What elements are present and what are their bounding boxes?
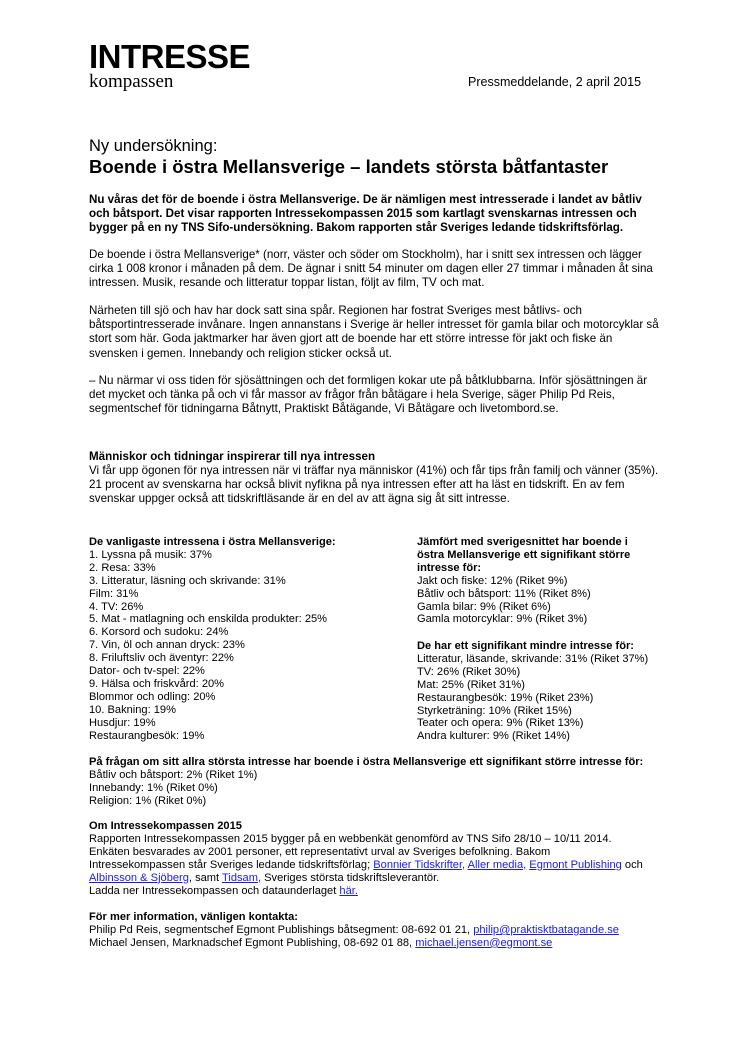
about-section: [89, 820, 643, 897]
greater-interest-title-line: Jämfört med sverigesnittet har boende i: [417, 536, 628, 548]
list-item: 8. Friluftsliv och äventyr: 22%: [89, 652, 234, 665]
biggest-interest-title: På frågan om sitt allra största intresse har boende i östra Mellansverige ett signifikant större intresse för:: [89, 756, 644, 768]
list-item: 10. Bakning: 19%: [89, 703, 176, 716]
lesser-interest-title: De har ett signifikant mindre intresse för:: [417, 640, 634, 652]
list-item: 9. Hälsa och friskvård: 20%: [89, 677, 225, 690]
greater-interest-list: [417, 536, 630, 626]
list-item: TV: 26% (Riket 30%): [417, 665, 521, 678]
about-text: och: [621, 858, 643, 871]
link-download-here[interactable]: här.: [339, 884, 358, 897]
about-text: Intressekompassen står Sveriges ledande tidskriftsförlag;: [89, 858, 374, 871]
lead-paragraph: Nu våras det för de boende i östra Mellansverige. De är nämligen mest intresserade i landet av båtliv och båtsport. Det visar rapporten Intressekompassen 2015 som kartlagt svenskarnas intressen och bygger på en ny TNS Sifo-undersökning. Bakom rapporten står Sveriges ledande tidskriftsförlag.: [89, 193, 642, 235]
lesser-interest-list: [417, 640, 648, 743]
intressekompassen-logo: [89, 38, 251, 92]
list-item: Teater och opera: 9% (Riket 13%): [417, 717, 584, 730]
contact-title: För mer information, vänligen kontakta:: [89, 911, 298, 923]
email-link-michael[interactable]: michael.jensen@egmont.se: [415, 936, 553, 949]
list-item: Båtliv och båtsport: 11% (Riket 8%): [417, 587, 591, 600]
list-item: Gamla motorcyklar: 9% (Riket 3%): [417, 613, 588, 626]
list-item: 4. TV: 26%: [89, 600, 144, 613]
link-egmont-publishing[interactable]: Egmont Publishing: [529, 858, 622, 871]
about-text: Sveriges största tidskriftsleverantör.: [261, 871, 440, 884]
paragraph-3: – Nu närmar vi oss tiden för sjösättningen och det formligen kokar ute på båtklubbarna. Inför sjösättningen är det mycket och tänka på och vi får massor av frågor från båtägare i hela Sverige, säger Philip Pd Reis, segmentschef för tidningarna Båtnytt, Praktiskt Båtägande, Vi Båtägare och livetombord.se.: [89, 374, 648, 416]
about-line: [89, 885, 643, 898]
list-item: Husdjur: 19%: [89, 716, 156, 729]
list-item: 6. Korsord och sudoku: 24%: [89, 626, 229, 639]
list-item: 1. Lyssna på musik: 37%: [89, 548, 212, 561]
top-interests-title: De vanligaste intressena i östra Mellansverige:: [89, 536, 336, 548]
list-item: Religion: 1% (Riket 0%): [89, 794, 207, 807]
link-aller-media[interactable]: Aller media,: [467, 858, 527, 871]
list-item: 2. Resa: 33%: [89, 561, 156, 574]
greater-interest-title-line: östra Mellansverige ett signifikant större: [417, 548, 631, 561]
contact-section: [89, 911, 619, 950]
logo-bottom-text: kompassen: [89, 71, 174, 92]
logo-top-text: INTRESSE: [89, 38, 251, 75]
greater-interest-title-line: intresse för:: [417, 561, 482, 574]
list-item: 7. Vin, öl och annan dryck: 23%: [89, 639, 245, 652]
list-item: 5. Mat - matlagning och enskilda produkter: 25%: [89, 613, 328, 626]
list-item: Restaurangbesök: 19%: [89, 729, 205, 742]
list-item: Dator- och tv-spel: 22%: [89, 665, 205, 678]
list-item: Blommor och odling: 20%: [89, 690, 216, 703]
about-line: Rapporten Intressekompassen 2015 bygger på en webbenkät genomförd av TNS Sifo 28/10 – 10/11 2014.: [89, 832, 612, 845]
about-text: Ladda ner Intressekompassen och dataunderlaget: [89, 884, 340, 897]
list-item: 3. Litteratur, läsning och skrivande: 31%: [89, 574, 286, 587]
list-item: Film: 31%: [89, 587, 139, 600]
list-item: Innebandy: 1% (Riket 0%): [89, 781, 218, 794]
about-text: , samt: [188, 871, 222, 884]
kicker: Ny undersökning:: [89, 137, 218, 155]
top-interests-list: [89, 536, 336, 743]
about-line: [89, 872, 643, 885]
about-line: Enkäten besvarades av 2001 personer, ett representativt urval av Sveriges befolkning. Bakom: [89, 845, 551, 858]
link-albinsson-sjoberg[interactable]: Albinsson & Sjöberg: [89, 871, 189, 884]
link-tidsam[interactable]: Tidsam,: [222, 871, 262, 884]
list-item: Restaurangbesök: 19% (Riket 23%): [417, 691, 594, 704]
list-item: Litteratur, läsande, skrivande: 31% (Riket 37%): [417, 652, 649, 665]
contact-text: Philip Pd Reis, segmentschef Egmont Publishings båtsegment: 08-692 01 21,: [89, 923, 474, 936]
about-line: [89, 859, 643, 872]
subhead-people-magazines: Människor och tidningar inspirerar till nya intressen: [89, 450, 376, 463]
list-item: Mat: 25% (Riket 31%): [417, 678, 525, 691]
headline: Boende i östra Mellansverige – landets största båtfantaster: [89, 156, 609, 177]
list-item: Gamla bilar: 9% (Riket 6%): [417, 600, 551, 613]
paragraph-4: Vi får upp ögonen för nya intressen när vi träffar nya människor (41%) och får tips från familj och vänner (35%). 21 procent av svenskarna har också blivit nyfikna på nya intressen efter att ha läst en tidskrift. En av fem svenskar uppger också att tidskriftläsande är en del av att ägna sig åt sitt intresse.: [89, 464, 659, 506]
biggest-interest-section: [89, 756, 643, 808]
paragraph-1: De boende i östra Mellansverige* (norr, väster och söder om Stockholm), har i snitt sex intressen och lägger cirka 1 008 kronor i månaden på dem. De ägnar i snitt 54 minuter om dagen eller 27 timmar i månaden åt sina intressen. Musik, resande och litteratur toppar listan, följt av film, TV och mat.: [89, 248, 653, 290]
about-title: Om Intressekompassen 2015: [89, 820, 242, 832]
list-item: Båtliv och båtsport: 2% (Riket 1%): [89, 768, 258, 781]
list-item: Jakt och fiske: 12% (Riket 9%): [417, 574, 568, 587]
press-release-date: Pressmeddelande, 2 april 2015: [468, 75, 642, 89]
paragraph-2: Närheten till sjö och hav har dock satt sina spår. Regionen har fostrat Sveriges mest båtlivs- och båtsportintresserade invånare. Ingen annanstans i Sverige är heller intresset för gamla bilar och motorcyklar så stort som här. Goda jaktmarker har även gjort att de boende har ett större intresse för jakt och fiske än svensken i gemen. Innebandy och religion sticker också ut.: [89, 304, 659, 360]
list-item: Andra kulturer: 9% (Riket 14%): [417, 730, 570, 743]
list-item: Styrketräning: 10% (Riket 15%): [417, 704, 572, 717]
contact-line: [89, 937, 619, 950]
link-bonnier-tidskrifter[interactable]: Bonnier Tidskrifter,: [373, 858, 466, 871]
contact-line: [89, 924, 619, 937]
contact-text: Michael Jensen, Marknadschef Egmont Publishing, 08-692 01 88,: [89, 936, 416, 949]
email-link-philip[interactable]: philip@praktisktbatagande.se: [473, 923, 619, 936]
